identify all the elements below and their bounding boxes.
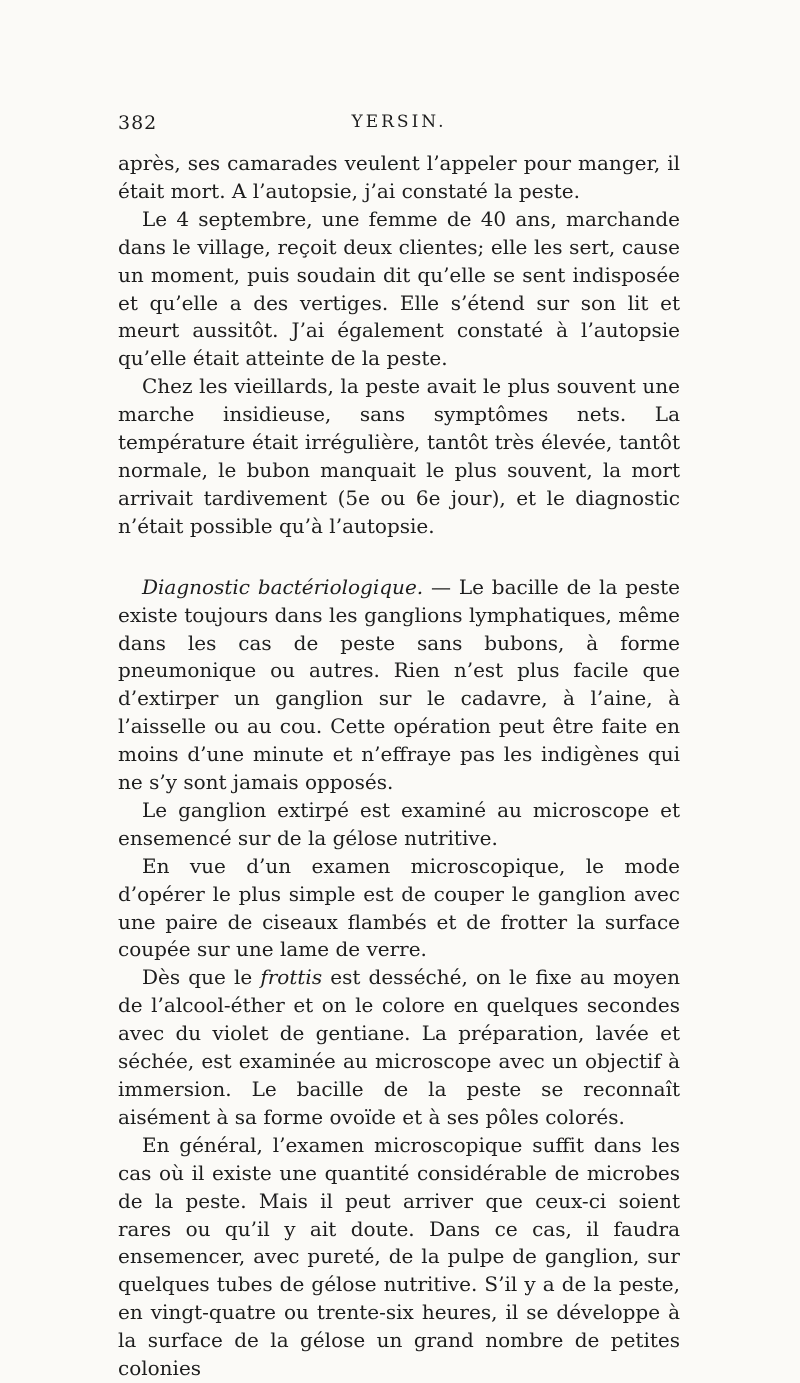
paragraph-autopsy-end: après, ses camarades veulent l’appeler pour manger, il était mort. A l’autopsie, j’ai constaté la peste. [118,151,680,203]
running-head: YERSIN. [351,112,447,132]
paragraph-text: — Le bacille de la peste existe toujours dans les ganglions lymphatiques, même dans les cas de peste sans bubons, à forme pneumonique ou autres. Rien n’est plus facile que d’extirper un ganglion sur le cadavre, à l’aine, à l’aisselle ou au cou. Cette opération peut être faite en moins d’une minute et n’effraye pas les indigènes qui ne s’y sont jamais opposés. [118,574,680,795]
paragraph-elderly: Chez les vieillards, la peste avait le plus souvent une marche insidieuse, sans symptômes nets. La température était irrégulière, tantôt très élevée, tantôt normale, le bubon manquait le plus souvent, la mort arrivait tardivement (5e ou 6e jour), et le diagnostic n’était possible qu’à l’autopsie. [118,374,680,538]
paragraph-gap [118,541,680,574]
paragraph-text: Dès que le [142,965,261,990]
italic-term: frottis [260,965,323,990]
page-number: 382 [118,112,158,134]
section-subheading: Diagnostic bactériologique. [142,574,424,599]
paragraph-text: est desséché, on le fixe au moyen de l’alcool-éther et on le colore en quelques secondes avec du violet de gentiane. La préparation, lavée et séchée, est examinée au microscope avec un objectif à immersion. Le bacille de la peste se reconnaît aisément à sa forme ovoïde et à ses pôles colorés. [118,965,680,1129]
paragraph-smear-staining [118,964,680,1131]
paragraph-ganglion-examined: Le ganglion extirpé est examiné au microscope et ensemencé sur de la gélose nutritive. [118,797,680,850]
body-text [118,150,680,1383]
paragraph-microscopic-method: En vue d’un examen microscopique, le mode d’opérer le plus simple est de couper le ganglion avec une paire de ciseaux flambés et de frotter la surface coupée sur une lame de verre. [118,853,680,962]
paragraph-culture: En général, l’examen microscopique suffit dans les cas où il existe une quantité considérable de microbes de la peste. Mais il peut arriver que ceux-ci soient rares ou qu’il y ait doute. Dans ce cas, il faudra ensemencer, avec pureté, de la pulpe de ganglion, sur quelques tubes de gélose nutritive. S’il y a de la peste, en vingt-quatre ou trente-six heures, il se développe à la surface de la gélose un grand nombre de petites colonies [118,1132,680,1381]
paragraph-bacteriological-diagnosis [118,574,680,797]
page-header [118,112,680,138]
paragraph-merchant-woman: Le 4 septembre, une femme de 40 ans, marchande dans le village, reçoit deux clientes; elle les sert, cause un moment, puis soudain dit qu’elle se sent indisposée et qu’elle a des vertiges. Elle s’étend sur son lit et meurt aussitôt. J’ai également constaté à l’autopsie qu’elle était atteinte de la peste. [118,206,680,371]
